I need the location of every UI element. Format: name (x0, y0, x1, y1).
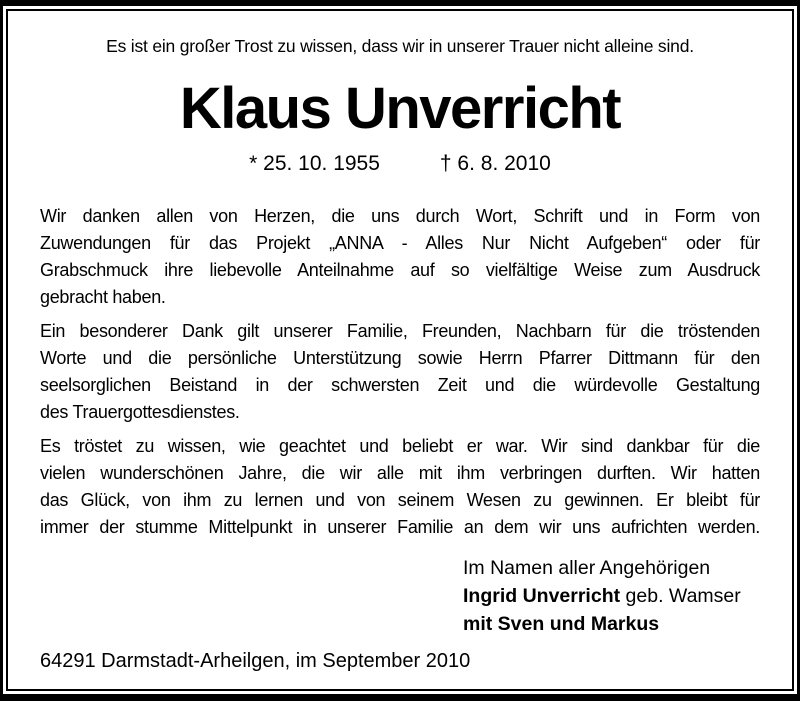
paragraph-line: Es tröstet zu wissen, wie geachtet und beliebt er war. Wir sind dankbar für die (40, 436, 760, 456)
life-dates (40, 151, 760, 177)
remembrance-paragraph (40, 433, 760, 541)
special-thanks-paragraph (40, 318, 760, 426)
place-date-line: 64291 Darmstadt-Arheilgen, im September 2010 (40, 650, 471, 672)
deceased-name: Klaus Unverricht (179, 76, 621, 141)
paragraph-line: Zuwendungen für das Projekt „ANNA - Alles Nur Nicht Aufgeben“ oder für (40, 233, 760, 253)
paragraph-line: gebracht haben. (40, 287, 166, 307)
paragraph-line: Grabschmuck ihre liebevolle Anteilnahme auf so vielfältige Weise zum Ausdruck (40, 260, 760, 280)
frame-gap (3, 6, 797, 694)
signature-children-line: mit Sven und Markus (463, 613, 660, 635)
body-paragraphs (40, 203, 760, 541)
closing-block (463, 554, 760, 638)
paragraph-line: das Glück, von ihm zu lernen und von seinem Wesen zu gewinnen. Er bleibt für (40, 490, 760, 510)
paragraph-line: Wir danken allen von Herzen, die uns durch Wort, Schrift und in Form von (40, 206, 760, 226)
thanks-paragraph (40, 203, 760, 311)
paragraph-line: seelsorglichen Beistand in der schwersten Zeit und die würdevolle Gestaltung (40, 375, 760, 395)
signature-widow-name: Ingrid Unverricht (463, 585, 621, 607)
paragraph-line: vielen wunderschönen Jahre, die wir alle mit ihm verbringen durften. Wir hatten (40, 463, 760, 483)
notice-content (6, 9, 794, 691)
paragraph-line: des Trauergottesdienstes. (40, 402, 240, 422)
paragraph-line: Worte und die persönliche Unterstützung sowie Herrn Pfarrer Dittmann für den (40, 348, 760, 368)
intro-line: Es ist ein großer Trost zu wissen, dass wir in unserer Trauer nicht alleine sind. (106, 36, 694, 56)
death-date: † 6. 8. 2010 (439, 152, 551, 175)
paragraph-line: Ein besonderer Dank gilt unserer Familie, Freunden, Nachbarn für die tröstenden (40, 321, 760, 341)
signature-widow-maiden-name: geb. Wamser (625, 585, 741, 607)
closing-line: Im Namen aller Angehörigen (463, 557, 711, 579)
signature-line (463, 582, 760, 610)
birth-date: * 25. 10. 1955 (249, 152, 380, 175)
paragraph-line: immer der stumme Mittelpunkt in unserer Familie an dem wir uns aufrichten werden. (40, 517, 760, 537)
